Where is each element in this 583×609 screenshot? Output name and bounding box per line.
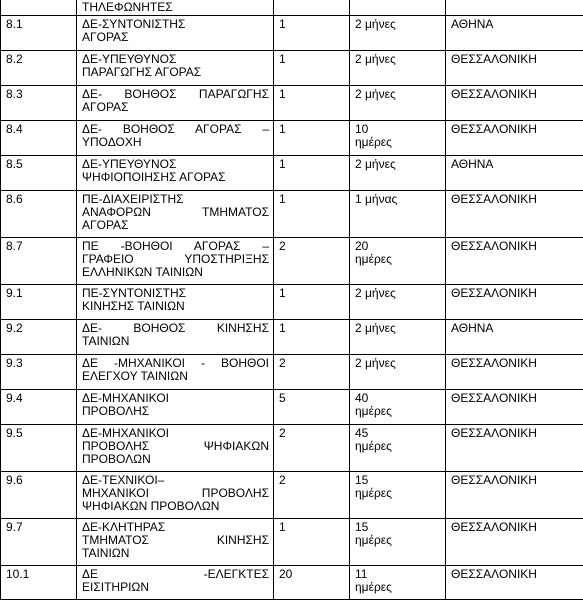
specialty-line: ΑΓΟΡΑΣ <box>82 30 129 44</box>
positions-table-body <box>1 0 583 600</box>
position-city: ΘΕΣΣΑΛΟΝΙΚΗ <box>446 425 583 472</box>
position-duration <box>350 0 446 16</box>
duration-line: 2 μήνες <box>355 286 396 300</box>
position-code: 9.3 <box>1 355 77 390</box>
specialty-line: ΔΕ-ΜΗΧΑΝΙΚΟΙ <box>82 426 169 440</box>
position-specialty <box>77 566 274 600</box>
specialty-line: ΔΕ-ΥΠΕΥΘΥΝΟΣ <box>82 52 177 66</box>
table-row <box>1 390 583 425</box>
specialty-line: ΤΜΗΜΑΤΟΣ ΚΙΝΗΣΗΣ <box>82 533 269 547</box>
position-duration <box>350 156 446 191</box>
position-count: 1 <box>274 51 350 86</box>
specialty-line: ΕΙΣΙΤΗΡΙΩΝ <box>82 580 150 594</box>
duration-line: 2 μήνες <box>355 321 396 335</box>
table-row <box>1 238 583 285</box>
duration-line: 2 μήνες <box>355 356 396 370</box>
position-count: 1 <box>274 86 350 121</box>
specialty-line: ΔΕ-ΜΗΧΑΝΙΚΟΙ <box>82 391 169 405</box>
position-specialty <box>77 0 274 16</box>
position-specialty <box>77 355 274 390</box>
table-row <box>1 51 583 86</box>
position-code: 8.7 <box>1 238 77 285</box>
duration-line: 10 <box>355 122 369 136</box>
position-duration <box>350 320 446 355</box>
specialty-line: ΨΗΦΙΟΠΟΙΗΣΗΣ ΑΓΟΡΑΣ <box>82 170 226 184</box>
duration-line: 1 μήνας <box>355 192 398 206</box>
table-row <box>1 156 583 191</box>
specialty-line: ΔΕ- ΒΟΗΘΟΣ ΑΓΟΡΑΣ – <box>82 122 269 136</box>
duration-line: 2 μήνες <box>355 52 396 66</box>
table-row <box>1 519 583 566</box>
position-duration <box>350 390 446 425</box>
position-duration <box>350 51 446 86</box>
specialty-line: ΜΗΧΑΝΙΚΟΙ ΠΡΟΒΟΛΗΣ <box>82 486 269 500</box>
specialty-line: ΠΡΟΒΟΛΗΣ <box>82 404 150 418</box>
specialty-line: ΤΑΙΝΙΩΝ <box>82 546 130 560</box>
position-count: 20 <box>274 566 350 600</box>
specialty-line: ΠΕ-ΔΙΑΧΕΙΡΙΣΤΗΣ <box>82 192 184 206</box>
position-city: ΑΘΗΝΑ <box>446 156 583 191</box>
position-code: 8.6 <box>1 191 77 238</box>
specialty-line: ΕΛΛΗΝΙΚΩΝ ΤΑΙΝΙΩΝ <box>82 265 203 279</box>
position-code: 9.6 <box>1 472 77 519</box>
specialty-line: ΚΙΝΗΣΗΣ ΤΑΙΝΙΩΝ <box>82 299 185 313</box>
position-count: 2 <box>274 472 350 519</box>
duration-line: ημέρες <box>355 135 392 149</box>
position-duration <box>350 191 446 238</box>
position-specialty <box>77 425 274 472</box>
position-code: 9.5 <box>1 425 77 472</box>
table-row <box>1 16 583 51</box>
specialty-line: ΠΕ-ΣΥΝΤΟΝΙΣΤΗΣ <box>82 286 187 300</box>
position-city: ΘΕΣΣΑΛΟΝΙΚΗ <box>446 472 583 519</box>
position-city <box>446 0 583 16</box>
specialty-line: ΥΠΟΔΟΧΗ <box>82 135 142 149</box>
specialty-line: ΔΕ- ΒΟΗΘΟΣ ΠΑΡΑΓΩΓΗΣ <box>82 87 269 101</box>
specialty-line: ΔΕ -ΕΛΕΓΚΤΕΣ <box>82 567 269 581</box>
position-count: 2 <box>274 238 350 285</box>
specialty-line: ΤΗΛΕΦΩΝΗΤΕΣ <box>82 0 173 14</box>
position-code: 9.7 <box>1 519 77 566</box>
duration-line: 15 <box>355 473 369 487</box>
specialty-line: ΠΕ -ΒΟΗΘΟΙ ΑΓΟΡΑΣ – <box>82 239 269 253</box>
table-row <box>1 472 583 519</box>
position-code: 9.1 <box>1 285 77 320</box>
specialty-line: ΔΕ-ΚΛΗΤΗΡΑΣ <box>82 520 166 534</box>
position-duration <box>350 355 446 390</box>
specialty-line: ΠΡΟΒΟΛΩΝ <box>82 452 151 466</box>
position-code: 10.1 <box>1 566 77 600</box>
position-code: 9.2 <box>1 320 77 355</box>
table-row <box>1 566 583 600</box>
position-specialty <box>77 191 274 238</box>
position-specialty <box>77 86 274 121</box>
duration-line: ημέρες <box>355 486 392 500</box>
duration-line: ημέρες <box>355 404 392 418</box>
position-specialty <box>77 121 274 156</box>
position-count: 1 <box>274 285 350 320</box>
position-specialty <box>77 472 274 519</box>
position-duration <box>350 472 446 519</box>
specialty-line: ΔΕ-ΣΥΝΤΟΝΙΣΤΗΣ <box>82 17 186 31</box>
table-row <box>1 320 583 355</box>
specialty-line: ΔΕ-ΥΠΕΥΘΥΝΟΣ <box>82 157 177 171</box>
position-code: 8.5 <box>1 156 77 191</box>
position-city: ΘΕΣΣΑΛΟΝΙΚΗ <box>446 121 583 156</box>
table-row <box>1 425 583 472</box>
duration-line: 20 <box>355 239 369 253</box>
position-count: 1 <box>274 320 350 355</box>
position-duration <box>350 566 446 600</box>
specialty-line: ΠΑΡΑΓΩΓΗΣ ΑΓΟΡΑΣ <box>82 65 202 79</box>
duration-line: 2 μήνες <box>355 157 396 171</box>
specialty-line: ΨΗΦΙΑΚΩΝ ΠΡΟΒΟΛΩΝ <box>82 499 220 513</box>
position-specialty <box>77 16 274 51</box>
duration-line: 40 <box>355 391 369 405</box>
position-duration <box>350 86 446 121</box>
position-count: 2 <box>274 355 350 390</box>
duration-line: ημέρες <box>355 533 392 547</box>
position-specialty <box>77 51 274 86</box>
position-count: 1 <box>274 16 350 51</box>
duration-line: ημέρες <box>355 252 392 266</box>
position-duration <box>350 16 446 51</box>
table-row <box>1 121 583 156</box>
position-city: ΘΕΣΣΑΛΟΝΙΚΗ <box>446 86 583 121</box>
duration-line: 2 μήνες <box>355 87 396 101</box>
duration-line: 2 μήνες <box>355 17 396 31</box>
position-specialty <box>77 156 274 191</box>
position-count: 1 <box>274 156 350 191</box>
position-count: 1 <box>274 121 350 156</box>
specialty-line: ΔΕ-ΤΕΧΝΙΚΟΙ– <box>82 473 165 487</box>
position-city: ΘΕΣΣΑΛΟΝΙΚΗ <box>446 285 583 320</box>
position-duration <box>350 285 446 320</box>
position-duration <box>350 425 446 472</box>
specialty-line: ΓΡΑΦΕΙΟ ΥΠΟΣΤΗΡΙΞΗΣ <box>82 252 269 266</box>
table-row <box>1 355 583 390</box>
duration-line: 15 <box>355 520 369 534</box>
position-city: ΘΕΣΣΑΛΟΝΙΚΗ <box>446 566 583 600</box>
position-specialty <box>77 519 274 566</box>
position-count: 1 <box>274 191 350 238</box>
specialty-line: ΔΕ -ΜΗΧΑΝΙΚΟΙ - ΒΟΗΘΟΙ <box>82 356 269 370</box>
position-city: ΑΘΗΝΑ <box>446 16 583 51</box>
position-specialty <box>77 390 274 425</box>
position-count <box>274 0 350 16</box>
table-row <box>1 0 583 16</box>
specialty-line: ΑΓΟΡΑΣ <box>82 218 129 232</box>
table-row <box>1 191 583 238</box>
position-count: 1 <box>274 519 350 566</box>
position-duration <box>350 121 446 156</box>
position-city: ΘΕΣΣΑΛΟΝΙΚΗ <box>446 355 583 390</box>
specialty-line: ΠΡΟΒΟΛΗΣ ΨΗΦΙΑΚΩΝ <box>82 439 269 453</box>
position-duration <box>350 519 446 566</box>
position-city: ΑΘΗΝΑ <box>446 320 583 355</box>
table-row <box>1 285 583 320</box>
position-city: ΘΕΣΣΑΛΟΝΙΚΗ <box>446 51 583 86</box>
table-row <box>1 86 583 121</box>
position-code: 8.3 <box>1 86 77 121</box>
position-code: 8.4 <box>1 121 77 156</box>
specialty-line: ΔΕ- ΒΟΗΘΟΣ ΚΙΝΗΣΗΣ <box>82 321 269 335</box>
duration-line: ημέρες <box>355 580 392 594</box>
position-specialty <box>77 320 274 355</box>
specialty-line: ΑΓΟΡΑΣ <box>82 100 129 114</box>
specialty-line: ΤΑΙΝΙΩΝ <box>82 334 130 348</box>
position-code: 8.2 <box>1 51 77 86</box>
specialty-line: ΑΝΑΦΟΡΩΝ ΤΜΗΜΑΤΟΣ <box>82 205 269 219</box>
duration-line: 11 <box>355 567 368 581</box>
position-count: 5 <box>274 390 350 425</box>
position-count: 2 <box>274 425 350 472</box>
position-specialty <box>77 285 274 320</box>
position-code: 9.4 <box>1 390 77 425</box>
specialty-line: ΕΛΕΓΧΟΥ ΤΑΙΝΙΩΝ <box>82 369 188 383</box>
position-duration <box>350 238 446 285</box>
position-city: ΘΕΣΣΑΛΟΝΙΚΗ <box>446 390 583 425</box>
position-specialty <box>77 238 274 285</box>
position-city: ΘΕΣΣΑΛΟΝΙΚΗ <box>446 238 583 285</box>
position-code: 8.1 <box>1 16 77 51</box>
position-city: ΘΕΣΣΑΛΟΝΙΚΗ <box>446 519 583 566</box>
position-code <box>1 0 77 16</box>
duration-line: 45 <box>355 426 369 440</box>
position-city: ΘΕΣΣΑΛΟΝΙΚΗ <box>446 191 583 238</box>
duration-line: ημέρες <box>355 439 392 453</box>
